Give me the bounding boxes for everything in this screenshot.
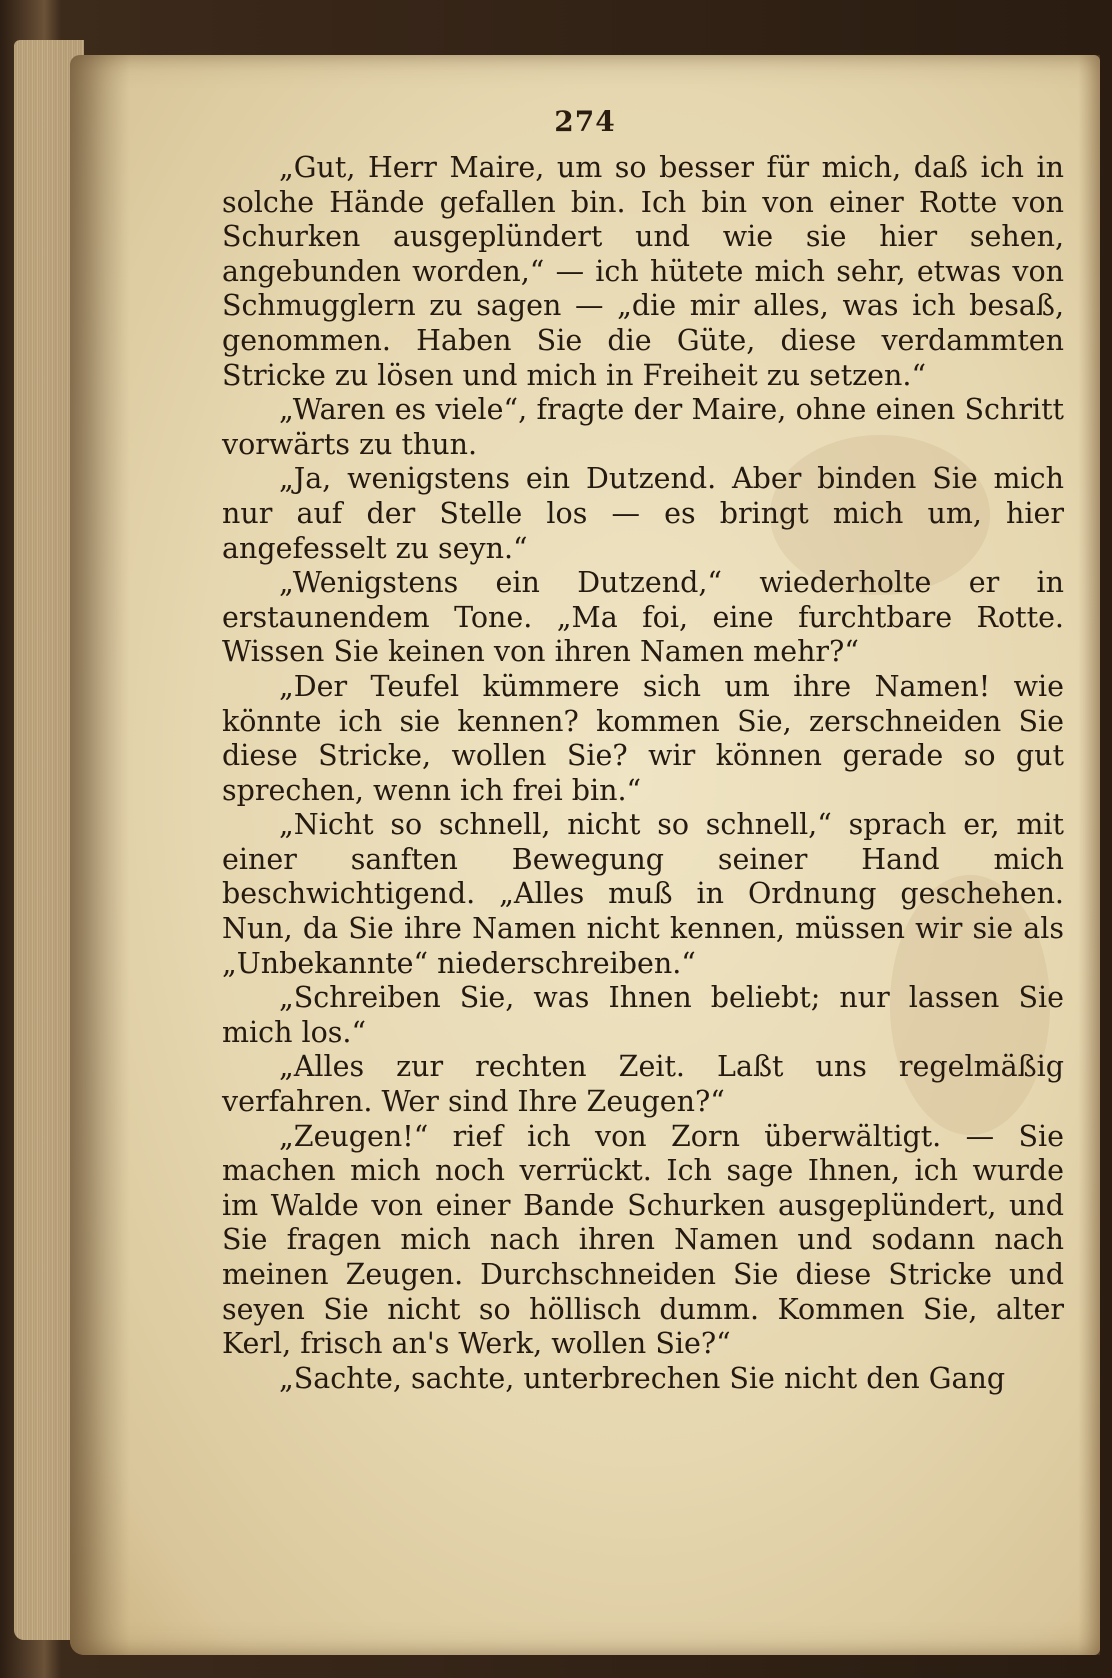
- page-right-edge: [1078, 55, 1100, 1655]
- body-text: [222, 151, 1064, 1396]
- paragraph: „Gut, Herr Maire, um so besser für mich, daß ich in solche Hände gefallen bin. Ich bin von einer Rotte von Schurken ausgeplündert und wie sie hier sehen, angebunden worden,“ — ich hütete mich sehr, etwas von Schmugglern zu sagen — „die mir alles, was ich besaß, genommen. Haben Sie die Güte, diese verdammten Stricke zu lösen und mich in Freiheit zu setzen.“: [222, 151, 1064, 392]
- paragraph: „Schreiben Sie, was Ihnen beliebt; nur lassen Sie mich los.“: [222, 981, 1064, 1049]
- book-page: [70, 55, 1100, 1655]
- paragraph: „Waren es viele“, fragte der Maire, ohne einen Schritt vorwärts zu thun.: [222, 393, 1064, 461]
- paragraph: „Alles zur rechten Zeit. Laßt uns regelmäßig verfahren. Wer sind Ihre Zeugen?“: [222, 1050, 1064, 1119]
- page-number: 274: [554, 105, 616, 138]
- paragraph: „Wenigstens ein Dutzend,“ wiederholte er in erstaunendem Tone. „Ma foi, eine furchtbare Rotte. Wissen Sie keinen von ihren Namen mehr?“: [222, 566, 1064, 669]
- paragraph: „Zeugen!“ rief ich von Zorn überwältigt. — Sie machen mich noch verrückt. Ich sage Ihnen, ich wurde im Walde von einer Bande Schurken ausgeplündert, und Sie fragen mich nach ihren Namen und sodann nach meinen Zeugen. Durchschneiden Sie diese Stricke und seyen Sie nicht so höllisch dumm. Kommen Sie, alter Kerl, frisch an's Werk, wollen Sie?“: [222, 1119, 1064, 1361]
- paragraph: „Nicht so schnell, nicht so schnell,“ sprach er, mit einer sanften Bewegung seiner Hand mich beschwichtigend. „Alles muß in Ordnung geschehen. Nun, da Sie ihre Namen nicht kennen, müssen wir sie als „Unbekannte“ niederschreiben.“: [222, 808, 1064, 980]
- paragraph: „Der Teufel kümmere sich um ihre Namen! wie könnte ich sie kennen? kommen Sie, zerschneiden Sie diese Stricke, wollen Sie? wir können gerade so gut sprechen, wenn ich frei bin.“: [222, 669, 1064, 807]
- paragraph: „Sachte, sachte, unterbrechen Sie nicht den Gang: [279, 1361, 1006, 1395]
- gutter-shadow: [70, 55, 130, 1655]
- paragraph: „Ja, wenigstens ein Dutzend. Aber binden Sie mich nur auf der Stelle los — es bringt mich um, hier angefesselt zu seyn.“: [222, 462, 1064, 565]
